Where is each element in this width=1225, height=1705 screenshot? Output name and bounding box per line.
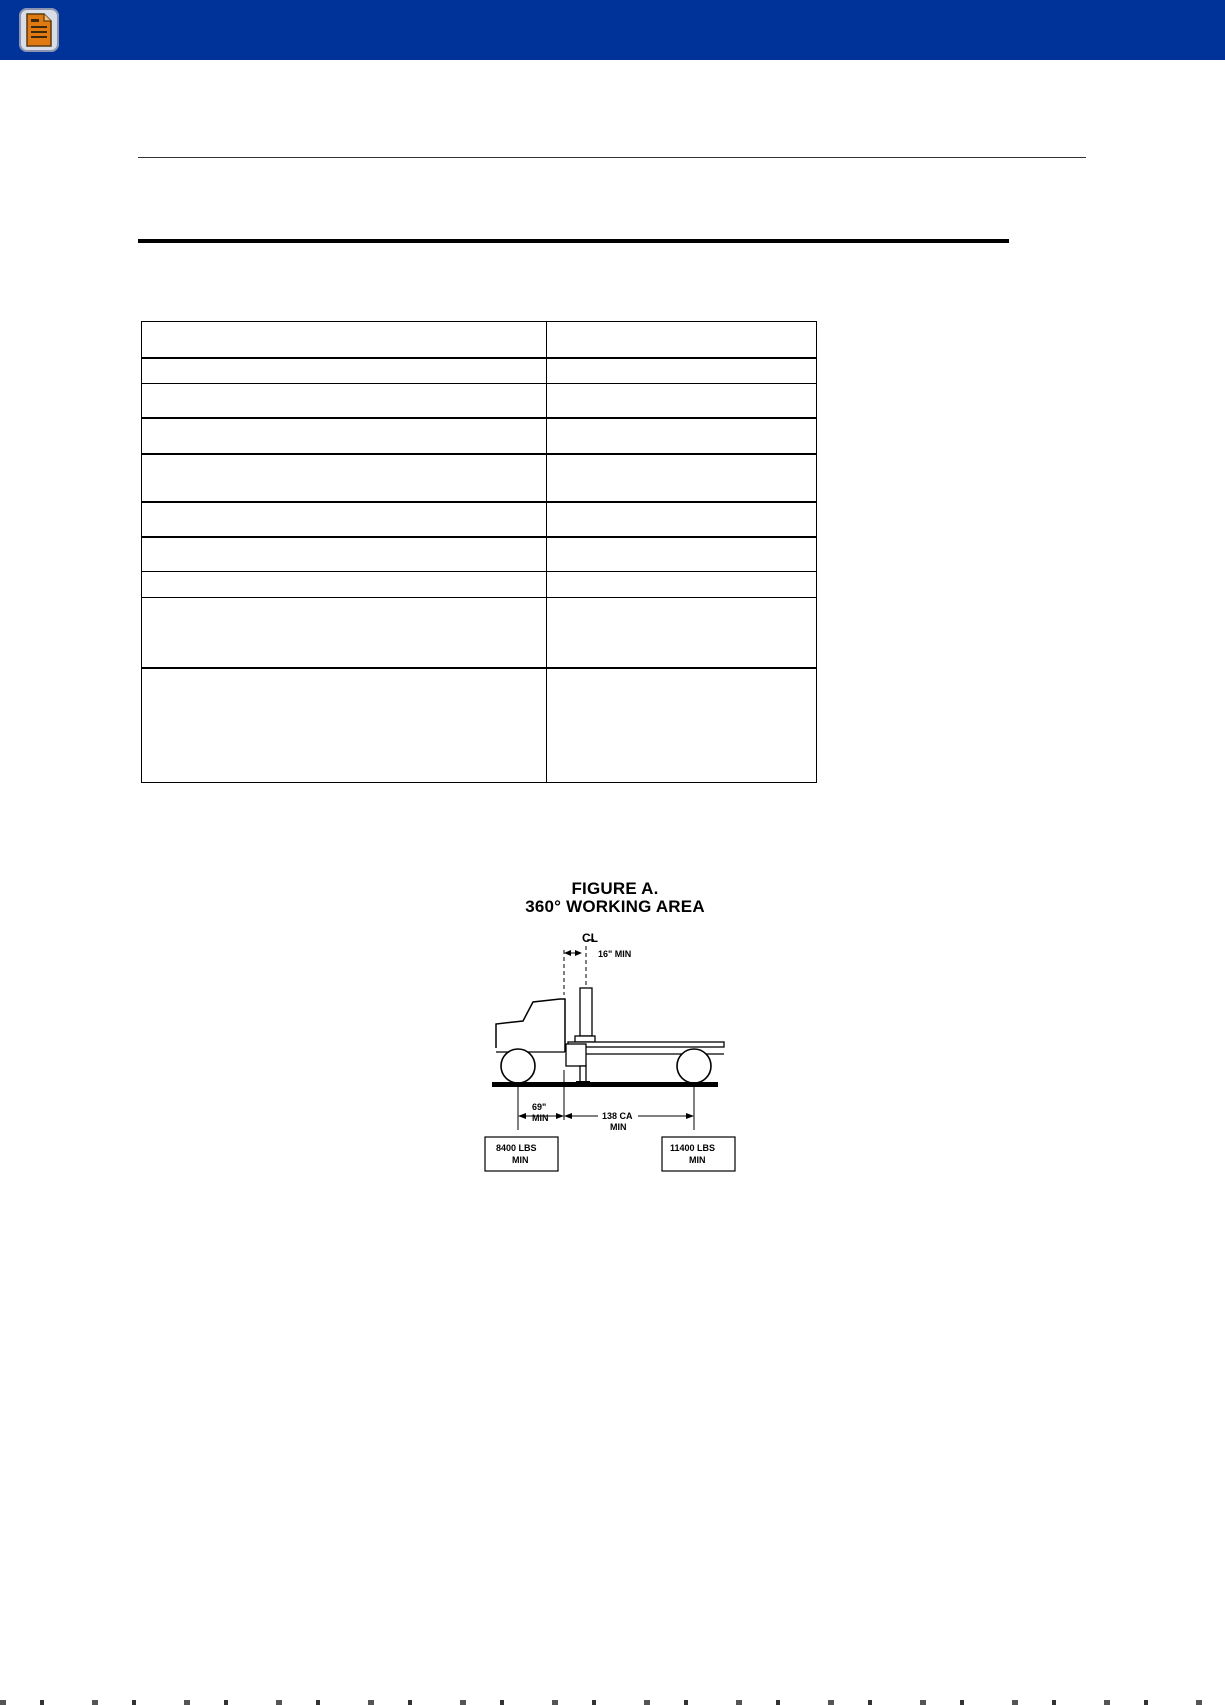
centerline-label: C̶L <box>582 931 598 945</box>
dim-138-min: MIN <box>610 1122 627 1132</box>
table-cell <box>547 502 817 537</box>
truck-bed <box>568 1042 724 1047</box>
table-cell <box>547 668 817 783</box>
front-axle-weight: 8400 LBS <box>496 1143 537 1153</box>
figure-subtitle: 360° WORKING AREA <box>525 897 705 916</box>
table-row <box>142 572 817 598</box>
table-cell <box>547 598 817 668</box>
arrow-left-icon <box>518 1113 526 1119</box>
table-cell <box>142 598 547 668</box>
table-cell <box>547 572 817 598</box>
outrigger-housing <box>566 1044 586 1066</box>
dim-69-value: 69" <box>532 1102 547 1112</box>
arrow-left-icon <box>564 1113 572 1119</box>
table-row <box>142 668 817 783</box>
crane-mast <box>580 988 592 1036</box>
outrigger-leg <box>580 1066 586 1082</box>
table-row <box>142 537 817 572</box>
figure-a <box>480 880 750 1180</box>
arrow-right-icon <box>575 950 582 956</box>
table-row <box>142 418 817 454</box>
table-cell <box>142 537 547 572</box>
table-cell <box>547 322 817 358</box>
table-cell <box>142 358 547 384</box>
table-cell <box>142 454 547 502</box>
table-row <box>142 322 817 358</box>
table-cell <box>142 502 547 537</box>
dim-138-value: 138 CA <box>602 1111 633 1121</box>
ground-line <box>492 1082 718 1087</box>
table-cell <box>142 668 547 783</box>
table-cell <box>547 454 817 502</box>
table-cell <box>142 418 547 454</box>
table-cell <box>142 384 547 418</box>
dim-69-min: MIN <box>532 1113 549 1123</box>
table-row <box>142 598 817 668</box>
spec-table <box>141 321 817 783</box>
rear-wheel <box>677 1049 711 1083</box>
figure-title: FIGURE A. <box>571 879 659 898</box>
table-row <box>142 358 817 384</box>
table-cell <box>547 418 817 454</box>
table-cell <box>547 384 817 418</box>
document-icon[interactable] <box>19 8 59 52</box>
arrow-right-icon <box>686 1113 694 1119</box>
rear-axle-min: MIN <box>689 1155 706 1165</box>
front-wheel <box>501 1049 535 1083</box>
table-cell <box>547 537 817 572</box>
truck-diagram <box>480 880 750 1180</box>
table-cell <box>547 358 817 384</box>
top-bar <box>0 0 1225 60</box>
section-rule <box>138 239 1009 243</box>
table-row <box>142 454 817 502</box>
table-cell <box>142 322 547 358</box>
crane-base <box>575 1036 595 1042</box>
table-row <box>142 502 817 537</box>
table-cell <box>142 572 547 598</box>
footer-strip <box>0 1700 1225 1705</box>
truck-cab <box>496 999 565 1052</box>
arrow-right-icon <box>556 1113 564 1119</box>
front-axle-min: MIN <box>512 1155 529 1165</box>
dim-16-min: 16" MIN <box>598 949 632 959</box>
table-row <box>142 384 817 418</box>
header-rule <box>138 157 1086 158</box>
rear-axle-weight: 11400 LBS <box>670 1143 716 1153</box>
arrow-left-icon <box>564 950 571 956</box>
